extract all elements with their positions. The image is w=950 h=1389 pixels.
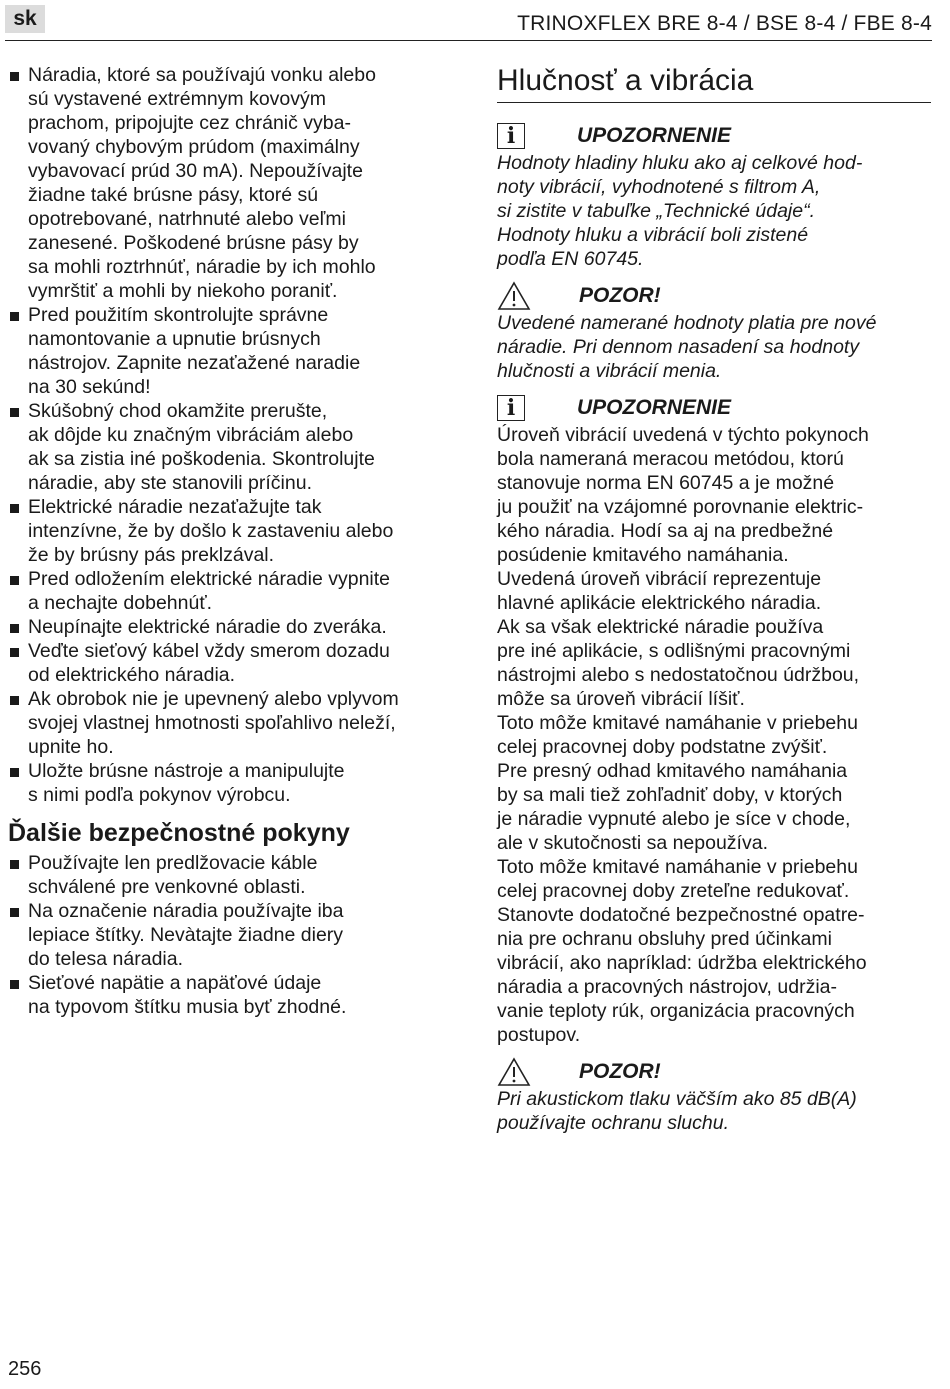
warning-block xyxy=(497,281,931,383)
bullet-icon xyxy=(10,980,19,989)
list-item xyxy=(8,971,448,1019)
section-heading: Ďalšie bezpečnostné pokyny xyxy=(8,819,350,847)
warning-icon xyxy=(497,281,531,311)
bullet-icon xyxy=(10,624,19,633)
warning-block xyxy=(497,1057,931,1135)
list-item xyxy=(8,759,448,807)
list-item-text: Sieťové napätie a napäťové údaje na typovom štítku musia byť zhodné. xyxy=(28,972,347,1018)
bullet-icon xyxy=(10,860,19,869)
list-item xyxy=(8,495,448,567)
notice-header xyxy=(497,393,931,423)
warning-label: POZOR! xyxy=(579,1060,661,1083)
list-item-text: Elektrické náradie nezaťažujte tak intenzívne, že by došlo k zastaveniu alebo že by brúsny pás preklzával. xyxy=(28,496,394,566)
notice-text: Hodnoty hladiny hluku ako aj celkové hod- noty vibrácií, vyhodnotené s filtrom A, si zistite v tabuľke „Technické údaje“. Hodnoty hluku a vibrácií boli zistené podľa EN 60745. xyxy=(497,152,863,270)
bullet-icon xyxy=(10,504,19,513)
notice-text: Úroveň vibrácií uvedená v týchto pokynoch bola nameraná meracou metódou, ktorú stanovuje norma EN 60745 a je možné ju použiť na vzájomné porovnanie elektric- kého náradia. Hodí sa aj na predbežné posúdenie kmitavého namáhania. Uvedená úroveň vibrácií reprezentuje hlavné aplikácie elektrického náradia. Ak sa však elektrické náradie používa pre iné aplikácie, s odlišnými pracovnými nástrojmi alebo s nedostatočnou údržbou, môže sa úroveň vibrácií líšiť. Toto môže kmitavé namáhanie v priebehu celej pracovnej doby podstatne zvýšiť. Pre presný odhad kmitavého namáhania by sa mali tiež zohľadniť doby, v ktorých je náradie vypnuté alebo je síce v chode, ale v skutočnosti sa nepoužíva. Toto môže kmitavé namáhanie v priebehu celej pracovnej doby zreteľne redukovať. Stanovte dodatočné bezpečnostné opatre- nia pre ochranu obsluhy pred účinkami vibrácií, ako napríklad: údržba elektrického náradia a pracovných nástrojov, udržia- vanie teploty rúk, organizácia pracovných postupov. xyxy=(497,424,869,1046)
bullet-icon xyxy=(10,72,19,81)
warning-text: Uvedené namerané hodnoty platia pre nové náradie. Pri dennom nasadení sa hodnoty hlučnosti a vibrácií menia. xyxy=(497,312,877,382)
list-item-text: Ak obrobok nie je upevnený alebo vplyvom svojej vlastnej hmotnosti spoľahlivo neleží, upnite ho. xyxy=(28,688,399,758)
list-item xyxy=(8,899,448,971)
list-item-text: Skúšobný chod okamžite prerušte, ak dôjde ku značným vibráciám alebo ak sa zistia iné poškodenia. Skontrolujte náradie, aby ste stanovili príčinu. xyxy=(28,400,375,494)
list-item xyxy=(8,303,448,399)
list-item xyxy=(8,399,448,495)
language-tab: sk xyxy=(5,5,45,33)
notice-label: UPOZORNENIE xyxy=(577,124,732,147)
section-heading-noise-vibration: Hlučnosť a vibrácia xyxy=(497,63,931,103)
list-item xyxy=(8,639,448,687)
list-item-text: Neupínajte elektrické náradie do zveráka. xyxy=(28,616,387,638)
warning-text: Pri akustickom tlaku väčším ako 85 dB(A) používajte ochranu sluchu. xyxy=(497,1088,857,1134)
list-item-text: Veďte sieťový kábel vždy smerom dozadu od elektrického náradia. xyxy=(28,640,390,686)
header-divider xyxy=(5,40,932,41)
safety-list xyxy=(8,63,448,807)
info-icon: i xyxy=(497,123,525,149)
bullet-icon xyxy=(10,312,19,321)
list-item xyxy=(8,851,448,899)
bullet-icon xyxy=(10,696,19,705)
bullet-icon xyxy=(10,576,19,585)
page-number: 256 xyxy=(8,1358,42,1380)
notice-block xyxy=(497,121,931,271)
list-item-text: Pred použitím skontrolujte správne namontovanie a upnutie brúsnych nástrojov. Zapnite nezaťažené naradie na 30 sekúnd! xyxy=(28,304,361,398)
warning-icon xyxy=(497,1057,531,1087)
additional-safety-list xyxy=(8,851,448,1019)
warning-label: POZOR! xyxy=(579,284,661,307)
bullet-icon xyxy=(10,648,19,657)
list-item xyxy=(8,63,448,303)
list-item xyxy=(8,615,448,639)
list-item-text: Pred odložením elektrické náradie vypnite a nechajte dobehnúť. xyxy=(28,568,391,614)
list-item-text: Používajte len predlžovacie káble schválené pre venkovné oblasti. xyxy=(28,852,318,898)
bullet-icon xyxy=(10,908,19,917)
list-item xyxy=(8,687,448,759)
list-item-text: Uložte brúsne nástroje a manipulujte s nimi podľa pokynov výrobcu. xyxy=(28,760,345,806)
list-item-text: Náradia, ktoré sa používajú vonku alebo sú vystavené extrémnym kovovým prachom, pripojujte cez chránič vyba- vovaný chybovým prúdom (maximálny vybavovací prúd 30 mA). Nepoužívajte žiadne také brúsne pásy, ktoré sú opotrebované, natrhnuté alebo veľmi zanesené. Poškodené brúsne pásy by sa mohli roztrhnúť, náradie by ich mohlo vymrštiť a mohli by niekoho poraniť. xyxy=(28,64,376,302)
list-item xyxy=(8,567,448,615)
warning-header xyxy=(497,281,931,311)
list-item-text: Na označenie náradia používajte iba lepiace štítky. Nevàtajte žiadne diery do telesa náradia. xyxy=(28,900,344,970)
right-column xyxy=(497,63,931,1145)
notice-block xyxy=(497,393,931,1047)
bullet-icon xyxy=(10,768,19,777)
left-column xyxy=(8,63,448,1019)
info-icon: i xyxy=(497,395,525,421)
warning-header xyxy=(497,1057,931,1087)
document-title: TRINOXFLEX BRE 8-4 / BSE 8-4 / FBE 8-4 xyxy=(517,12,932,35)
bullet-icon xyxy=(10,408,19,417)
notice-label: UPOZORNENIE xyxy=(577,396,732,419)
notice-header xyxy=(497,121,931,151)
